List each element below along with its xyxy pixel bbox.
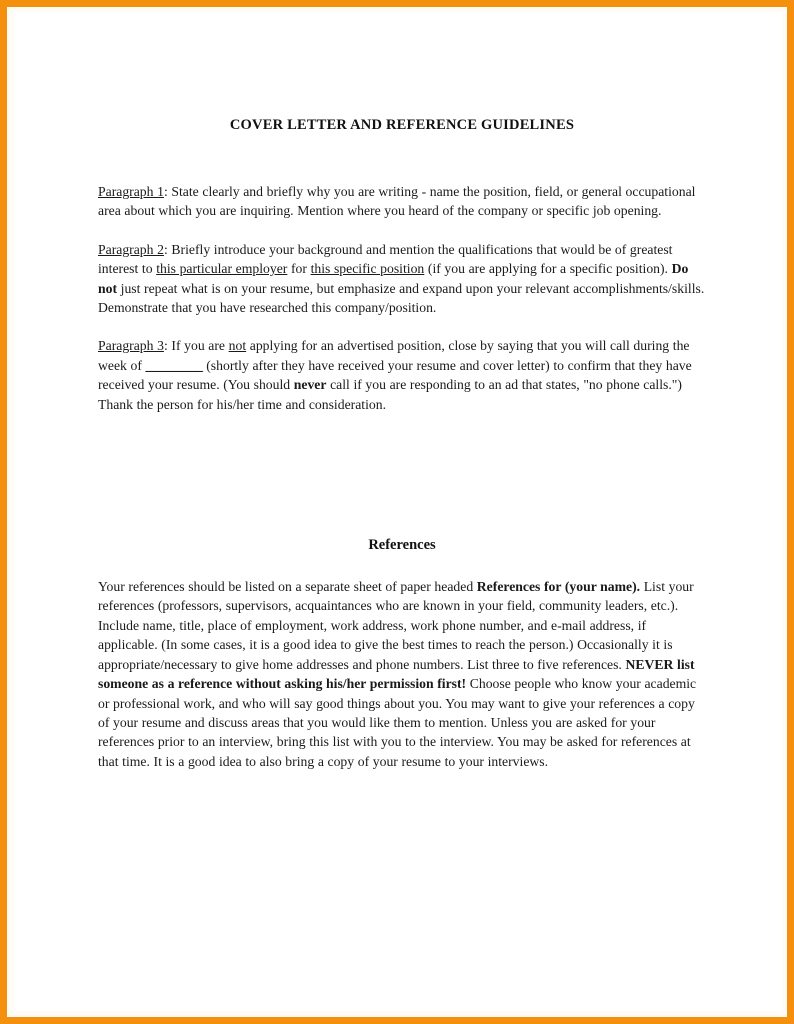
- text-run: (if you are applying for a specific position).: [424, 261, 672, 277]
- paragraph-1: [98, 182, 706, 221]
- page-sheet: [14, 12, 782, 1011]
- paragraph-label: Paragraph 3: [98, 338, 164, 354]
- emphasis-bold: NEVER list someone as a reference without asking his/her permission first!: [98, 656, 695, 692]
- emphasis-underline: not: [228, 338, 247, 354]
- text-run: State clearly and briefly why you are writing - name the position, field, or general occupational area about which you are inquiring. Mention where you heard of the company or specific job opening.: [98, 184, 696, 219]
- page-gutter: [7, 7, 787, 1017]
- emphasis-underline: this particular employer: [156, 261, 288, 277]
- paragraph-2: [98, 240, 706, 318]
- text-run: applying for an advertised position, close by saying that you will call during the week of: [98, 338, 690, 373]
- emphasis-bold: Do not: [98, 261, 689, 296]
- paragraph-label: Paragraph 2: [98, 241, 164, 257]
- text-run: Briefly introduce your background and mention the qualifications that would be of greatest interest to: [98, 241, 673, 277]
- fill-in-blank: _________: [145, 357, 203, 373]
- text-run: Choose people who know your academic or professional work, and who will say good things about you. You may want to give your references a copy of your resume and discuss areas that you would like them to mention. Unless you are asked for your references prior to an interview, bring this list with you to the interview. You may be asked for references at that time. It is a good idea to also bring a copy of your resume to your interviews.: [98, 676, 697, 769]
- text-run: List your references (professors, supervisors, acquaintances who are known in your field, community leaders, etc.). Include name, title, place of employment, work address, work phone number, and e-mail address, if applicable. (In some cases, it is a good idea to give the best times to reach the person.) Occasionally it is appropriate/necessary to give home addresses and phone numbers. List three to five references.: [98, 579, 694, 672]
- page-title: COVER LETTER AND REFERENCE GUIDELINES: [229, 117, 575, 133]
- paragraph-label-separator: :: [163, 338, 172, 354]
- paragraph-3: [98, 336, 706, 414]
- emphasis-bold: never: [293, 377, 327, 393]
- paragraph-label: Paragraph 1: [98, 184, 164, 199]
- text-run: for: [287, 261, 311, 277]
- paragraph-label-separator: :: [163, 241, 172, 257]
- text-run: If you are: [171, 338, 229, 354]
- text-run: (shortly after they have received your resume and cover letter) to confirm that they have received your resume. (You should: [98, 357, 692, 393]
- emphasis-underline: this specific position: [310, 261, 425, 277]
- emphasis-bold: References for (your name).: [476, 579, 641, 595]
- text-run: call if you are responding to an ad that states, "no phone calls.") Thank the person for his/her time and consideration.: [98, 377, 682, 412]
- references-body: [98, 577, 706, 771]
- references-heading: References: [368, 537, 436, 554]
- document-body: [98, 12, 706, 771]
- text-run: Your references should be listed on a separate sheet of paper headed: [98, 579, 477, 595]
- text-run: just repeat what is on your resume, but emphasize and expand upon your relevant accomplishments/skills. Demonstrate that you have researched this company/position.: [98, 280, 705, 316]
- paragraph-label-separator: :: [163, 184, 172, 199]
